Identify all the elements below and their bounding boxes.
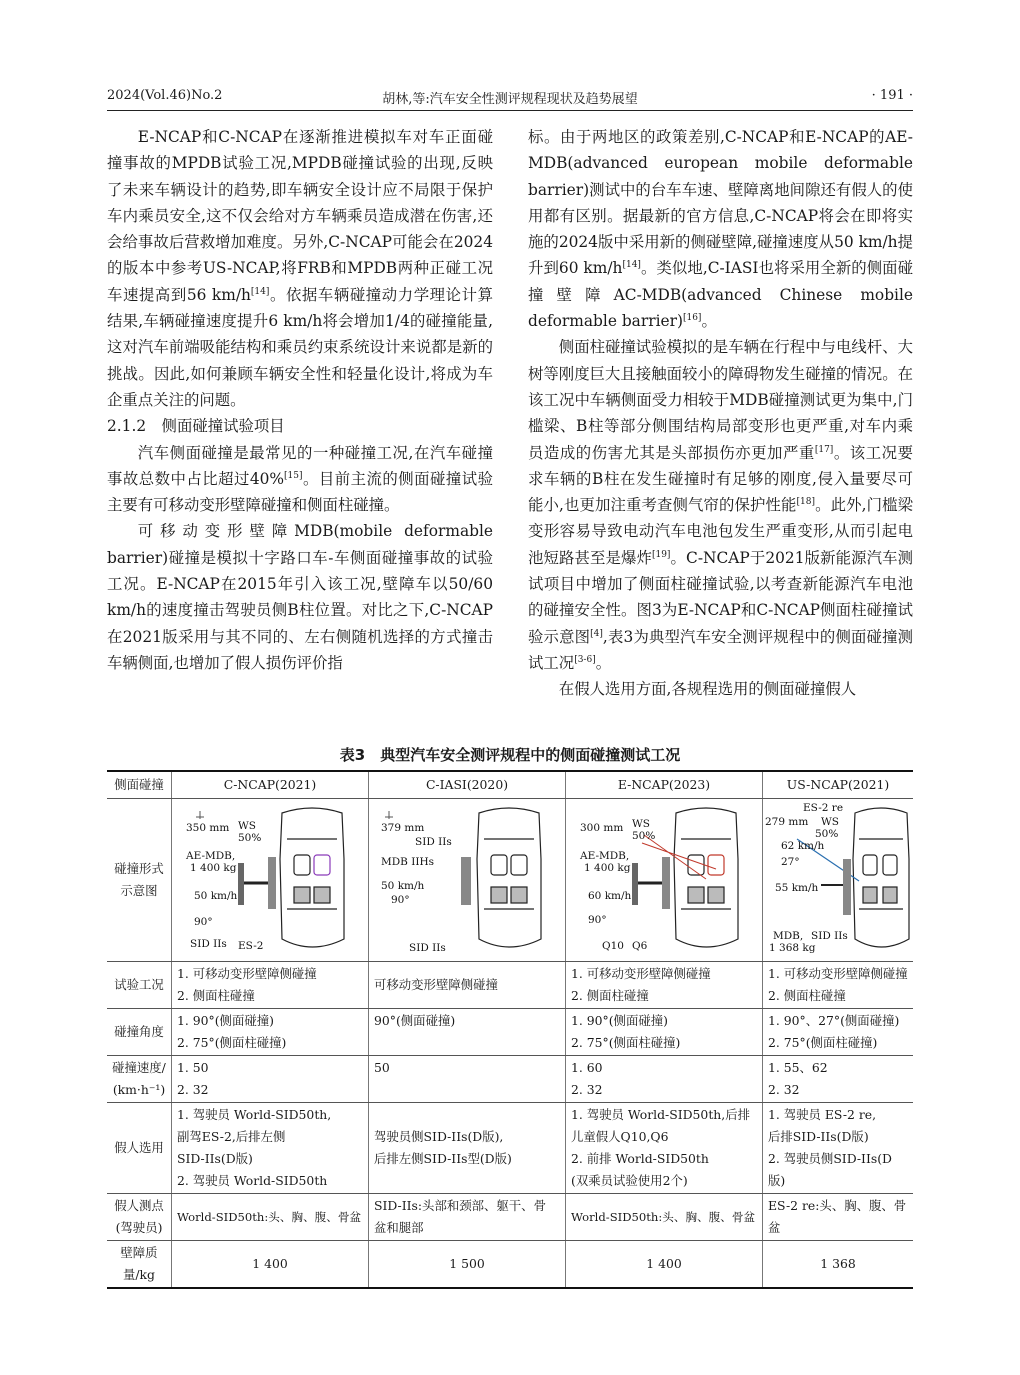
paragraph: 汽车侧面碰撞是最常见的一种碰撞工况,在汽车碰撞事故总数中占比超过40%[15]。目前主流的侧面碰撞试验主要有可移动变形壁障碰撞和侧面柱碰撞。 — [107, 443, 493, 515]
distance-label: 379 mm — [381, 822, 425, 834]
table-cell: 1. 90°(侧面碰撞) 2. 75°(侧面柱碰撞) — [566, 1009, 763, 1056]
car-icon — [853, 808, 909, 947]
ws-label: WS — [632, 818, 650, 830]
side-impact-table — [107, 770, 913, 1289]
ws-label: WS — [238, 820, 256, 832]
citation[interactable]: [3-6] — [574, 654, 596, 665]
barrier-icon — [461, 857, 471, 905]
dummy-label: SID IIs — [190, 938, 227, 950]
paragraph: E-NCAP和C-NCAP在逐渐推进模拟车对车正面碰撞事故的MPDB试验工况,MPDB碰撞试验的出现,反映了未来车辆设计的趋势,即车辆安全设计应不局限于保护车内乘员安全,这不仅会给对方车辆乘员造成潜在伤害,还会给事故后营救增加难度。另外,C-NCAP可能会在2024的版本中参考US-NCAP,将FRB和MPDB两种正碰工况车速提高到56 km/h[14]。依据车辆碰撞动力学理论计算结果,车辆碰撞速度提升6 km/h将会增加1/4的碰撞能量,这对汽车前端吸能结构和乘员约束系统设计来说都是新的挑战。因此,如何兼顾车辆安全性和轻量化设计,将成为车企重点关注的问题。 — [107, 128, 493, 409]
mdb-label: AE-MDB, — [580, 850, 630, 862]
table-cell: SID-IIs:头部和颈部、躯干、骨 盆和腿部 — [369, 1194, 566, 1241]
table-cell: 90°(侧面碰撞) — [369, 1009, 566, 1056]
table-cell: 1. 可移动变形壁障侧碰撞 2. 侧面柱碰撞 — [763, 962, 914, 1009]
table-cell: 1. 驾驶员 World-SID50th, 副驾ES-2,后排左侧 SID-IIs(D版) 2. 驾驶员 World-SID50th — [172, 1103, 369, 1194]
table-cell: 驾驶员侧SID-IIs(D版), 后排左侧SID-IIs型(D版) — [369, 1103, 566, 1194]
paragraph: 侧面柱碰撞试验模拟的是车辆在行程中与电线杆、大树等刚度巨大且接触面较小的障碍物发生碰撞的情况。在该工况中车辆侧面受力相较于MDB碰撞测试更为集中,门槛梁、B柱等部分侧围结构局部变形也更严重,对车内乘员造成的伤害尤其是头部损伤亦更加严重[17]。该工况要求车辆的B柱在发生碰撞时有足够的刚度,侵入量要尽可能小,也更加注重考查侧气帘的保护性能[18]。此外,门槛梁变形容易导致电动汽车电池包发生严重变形,从而引起电池短路甚至是爆炸[19]。C-NCAP于2021版新能源汽车测试项目中增加了侧面柱碰撞试验,以考查新能源汽车电池的碰撞安全性。图3为E-NCAP和C-NCAP侧面柱碰撞试验示意图[4],表3为典型汽车安全测评规程中的侧面碰撞测试工况[3-6]。 — [528, 338, 913, 672]
angle-label: 27° — [781, 856, 800, 868]
table-cell: 1. 55、62 2. 32 — [763, 1056, 914, 1103]
cncap-diagram-cell — [172, 799, 369, 962]
cncap-impact-diagram — [172, 799, 368, 961]
angle-label: 90° — [391, 894, 410, 906]
mass-label: 1 368 kg — [769, 942, 816, 954]
header-cell: US-NCAP(2021) — [763, 771, 914, 799]
distance-label: 300 mm — [580, 822, 624, 834]
row-label: 碰撞速度/ (km·h⁻¹) — [107, 1056, 172, 1103]
barrier-icon — [843, 859, 851, 915]
table-cell: 1. 60 2. 32 — [566, 1056, 763, 1103]
angle-label: 90° — [588, 914, 607, 926]
usncap-impact-diagram — [763, 799, 913, 961]
car-icon — [280, 808, 344, 947]
citation[interactable]: [4] — [590, 628, 603, 639]
ws-label: WS — [821, 816, 839, 828]
table-cell: 1. 可移动变形壁障侧碰撞 2. 侧面柱碰撞 — [566, 962, 763, 1009]
table-cell: 50 — [369, 1056, 566, 1103]
table-cell: 1 400 — [566, 1241, 763, 1289]
dummy-label: Q6 — [632, 940, 648, 952]
citation[interactable]: [16] — [682, 313, 702, 324]
table-cell: ES-2 re:头、胸、腹、骨盆 — [763, 1194, 914, 1241]
mass-label: 1 400 kg — [584, 862, 631, 874]
table-cell: 1. 可移动变形壁障侧碰撞 2. 侧面柱碰撞 — [172, 962, 369, 1009]
right-column — [528, 124, 913, 703]
speed-label: 50 km/h — [194, 890, 238, 902]
car-icon — [674, 808, 738, 947]
citation[interactable]: [19] — [651, 549, 671, 560]
table-row-diagram — [107, 799, 913, 962]
speed-label: 55 km/h — [775, 882, 819, 894]
ws-pct-label: 50% — [632, 830, 656, 842]
barrier-icon — [268, 857, 276, 909]
car-icon — [477, 808, 541, 947]
dummy-label: SID IIs — [811, 930, 848, 942]
ciasi-diagram-cell — [369, 799, 566, 962]
citation[interactable]: [15] — [284, 470, 303, 481]
table-cell: 1. 50 2. 32 — [172, 1056, 369, 1103]
encap-diagram-cell — [566, 799, 763, 962]
row-label: 假人测点 (驾驶员) — [107, 1194, 172, 1241]
table-cell: 1. 90°(侧面碰撞) 2. 75°(侧面柱碰撞) — [172, 1009, 369, 1056]
table-cell: World-SID50th:头、胸、腹、骨盆 — [172, 1194, 369, 1241]
row-label: 碰撞形式 示意图 — [107, 799, 172, 962]
paragraph: 标。由于两地区的政策差别,C-NCAP和E-NCAP的AE-MDB(advanced european mobile deformable barrier)测试中的台车车速、壁障离地间隙还有假人的使用都有区别。据最新的官方信息,C-NCAP将会在即将实施的2024版中采用新的侧碰壁障,碰撞速度从50 km/h提升到60 km/h[14]。类似地,C-IASI也将采用全新的侧面碰撞壁障AC-MDB(advanced Chinese mobile deformable barrier)[16]。 — [528, 128, 914, 331]
left-column — [107, 124, 493, 676]
speed-label: 62 km/h — [781, 840, 825, 852]
table-row — [107, 962, 913, 1009]
speed-label: 50 km/h — [381, 880, 425, 892]
table-row — [107, 1194, 913, 1241]
paragraph: 可移动变形壁障MDB(mobile deformable barrier)碰撞是模拟十字路口车-车侧面碰撞事故的试验工况。E-NCAP在2015年引入该工况,壁障车以50/60 km/h的速度撞击驾驶员侧B柱位置。对比之下,C-NCAP在2021版采用与其不同的、左右侧随机选择的方式撞击车辆侧面,也增加了假人损伤评价指 — [107, 522, 493, 672]
section-heading: 2.1.2 侧面碰撞试验项目 — [107, 417, 285, 436]
table-header-row — [107, 771, 913, 799]
citation[interactable]: [17] — [814, 444, 834, 455]
row-label: 假人选用 — [107, 1103, 172, 1194]
mdb-label: MDB, — [773, 930, 804, 942]
barrier-icon — [662, 857, 670, 909]
dummy-label: ES-2 re — [803, 802, 844, 814]
dummy-label: SID IIs — [409, 942, 446, 954]
citation[interactable]: [14] — [250, 286, 270, 297]
table-cell: 1. 驾驶员 ES-2 re, 后排SID-IIs(D版) 2. 驾驶员侧SID-IIs(D版) — [763, 1103, 914, 1194]
citation[interactable]: [14] — [622, 260, 641, 271]
header-cell: E-NCAP(2023) — [566, 771, 763, 799]
table-cell: World-SID50th:头、胸、腹、骨盆 — [566, 1194, 763, 1241]
table-row — [107, 1241, 913, 1289]
table-row — [107, 1103, 913, 1194]
running-title: 胡林,等:汽车安全性测评规程现状及趋势展望 — [382, 92, 638, 107]
header-cell: C-IASI(2020) — [369, 771, 566, 799]
table-cell: 1 500 — [369, 1241, 566, 1289]
row-label: 碰撞角度 — [107, 1009, 172, 1056]
journal-issue: 2024(Vol.46)No.2 — [107, 88, 223, 103]
header-cell: 侧面碰撞 — [107, 771, 172, 799]
dummy-label: SID IIs — [415, 836, 452, 848]
distance-label: 279 mm — [765, 816, 809, 828]
dummy-label: ES-2 — [238, 940, 264, 952]
angle-label: 90° — [194, 916, 213, 928]
ciasi-impact-diagram — [369, 799, 565, 961]
table-cell: 1. 90°、27°(侧面碰撞) 2. 75°(侧面柱碰撞) — [763, 1009, 914, 1056]
dummy-label: Q10 — [602, 940, 624, 952]
table-cell: 1 368 — [763, 1241, 914, 1289]
ws-pct-label: 50% — [815, 828, 839, 840]
table-cell: 1 400 — [172, 1241, 369, 1289]
encap-impact-diagram — [566, 799, 762, 961]
table-cell: 1. 驾驶员 World-SID50th,后排 儿童假人Q10,Q6 2. 前排 World-SID50th (双乘员试验使用2个) — [566, 1103, 763, 1194]
paragraph: 在假人选用方面,各规程选用的侧面碰撞假人 — [558, 680, 857, 699]
citation[interactable]: [18] — [796, 497, 815, 508]
row-label: 试验工况 — [107, 962, 172, 1009]
mass-label: 1 400 kg — [190, 862, 237, 874]
table-row — [107, 1056, 913, 1103]
page-number: · 191 · — [871, 88, 913, 103]
mdb-label: AE-MDB, — [186, 850, 236, 862]
distance-label: 350 mm — [186, 822, 230, 834]
usncap-diagram-cell — [763, 799, 914, 962]
row-label: 壁障质量/kg — [107, 1241, 172, 1289]
mdb-label: MDB IIHs — [381, 856, 435, 868]
table-row — [107, 1009, 913, 1056]
table-caption: 表3 典型汽车安全测评规程中的侧面碰撞测试工况 — [339, 746, 681, 764]
ws-pct-label: 50% — [238, 832, 262, 844]
header-cell: C-NCAP(2021) — [172, 771, 369, 799]
table-cell: 可移动变形壁障侧碰撞 — [369, 962, 566, 1009]
speed-label: 60 km/h — [588, 890, 632, 902]
header-rule — [107, 110, 913, 111]
